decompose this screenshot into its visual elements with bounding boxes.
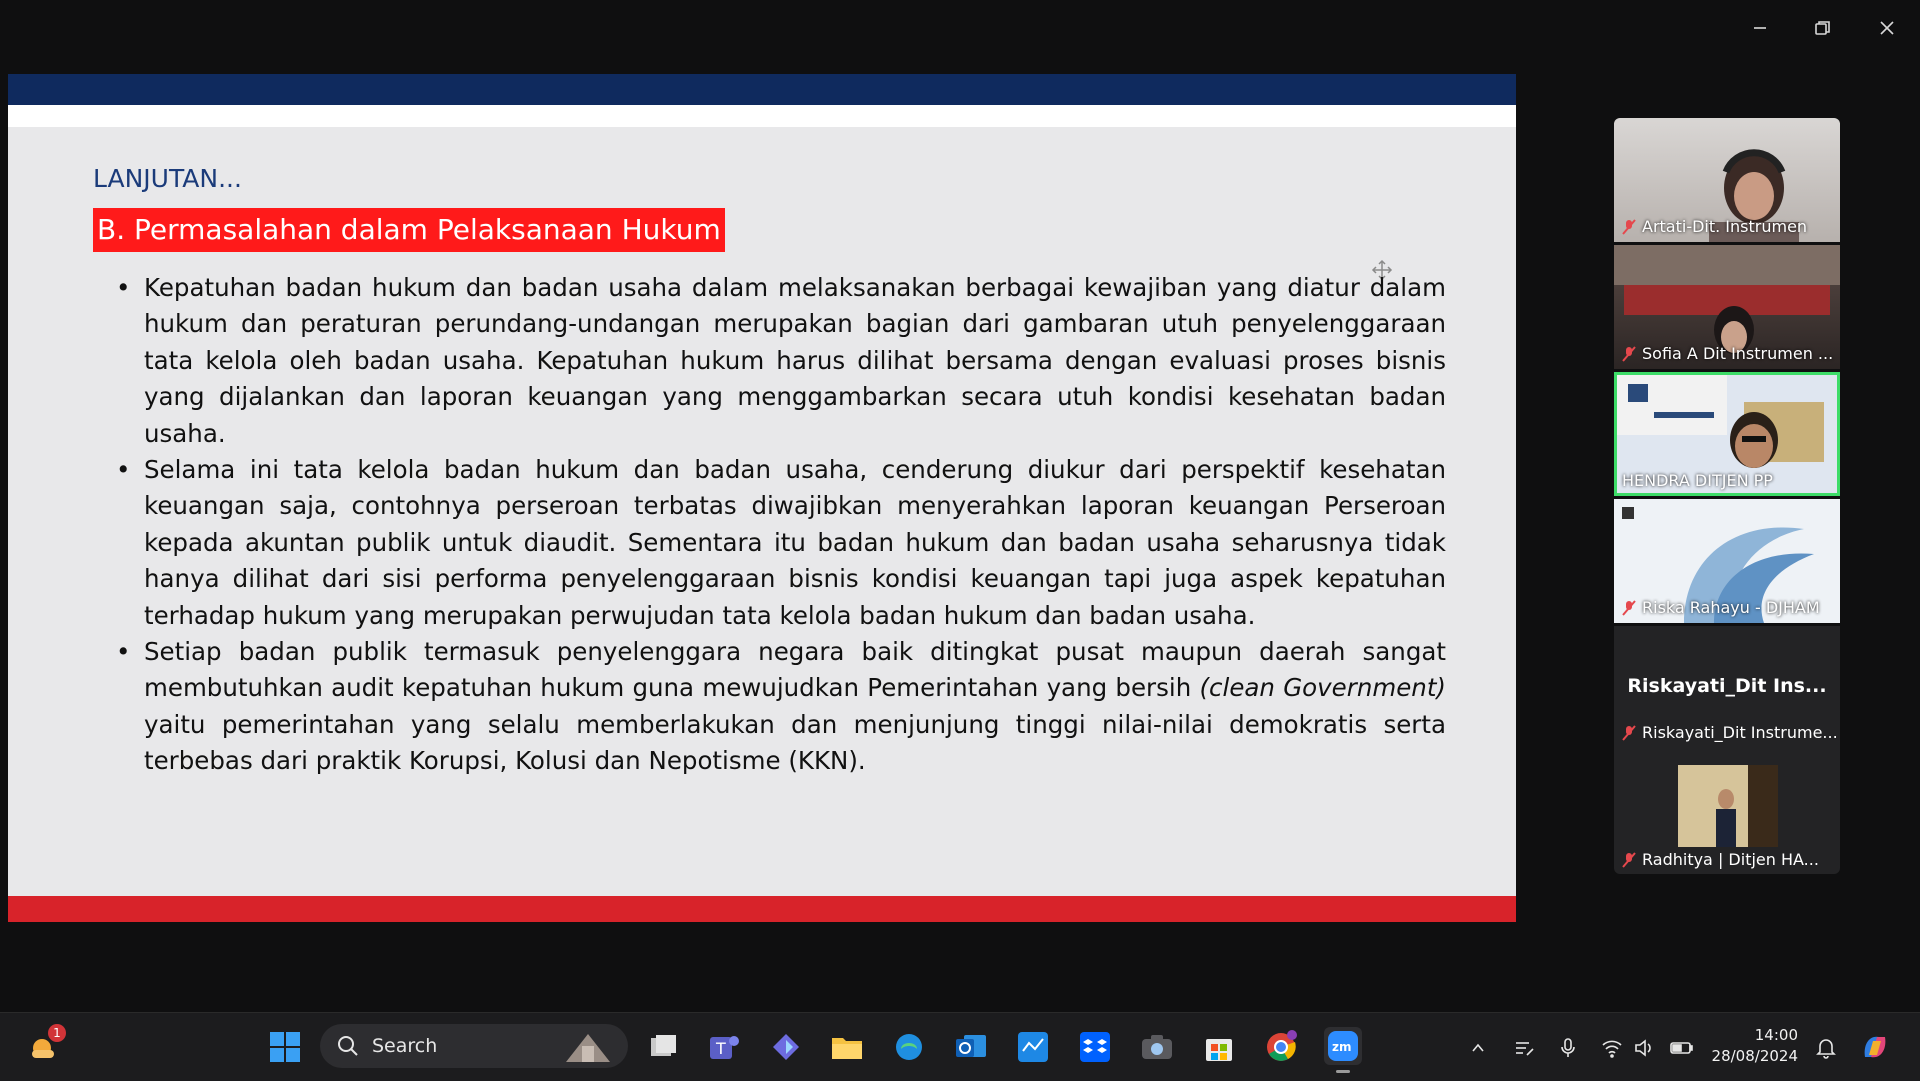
slide-top-band (8, 74, 1516, 105)
participant-name: HENDRA DITJEN PP (1622, 471, 1773, 490)
slide-white-band (8, 105, 1516, 127)
store-icon (1203, 1031, 1235, 1063)
dropbox-button[interactable] (1078, 1030, 1112, 1064)
camera-icon (1140, 1032, 1174, 1062)
copilot-button[interactable] (769, 1030, 803, 1064)
bullet-text: Kepatuhan badan hukum dan badan usaha dalam melaksanakan berbagai kewajiban yang diatur dalam hukum dan peraturan perundang-undangan merupakan bagian dari gambaran utuh penyelenggaraan tata kelola oleh badan usaha. Kepatuhan hukum harus dilihat bersama dengan evaluasi proses bisnis yang dijalankan dan laporan keuangan yang menggambarkan secara utuh kondisi kesehatan badan usaha. (144, 273, 1446, 448)
slide-bottom-band (8, 896, 1516, 922)
start-button[interactable] (268, 1030, 302, 1064)
wifi-icon (1601, 1038, 1623, 1058)
clock-date: 28/08/2024 (1711, 1047, 1798, 1065)
microphone-icon (1558, 1037, 1578, 1059)
participant-tile[interactable] (1614, 499, 1840, 623)
copilot-tray-icon (1859, 1031, 1891, 1063)
participant-display-name[interactable]: Riskayati_Dit Ins... (1627, 675, 1827, 697)
participant-name: Radhitya | Ditjen HA... (1642, 850, 1819, 869)
search-icon (336, 1034, 360, 1058)
participant-tile[interactable] (1614, 118, 1840, 242)
notification-badge: 1 (48, 1024, 66, 1042)
outlook-icon (954, 1031, 988, 1063)
participant-name: Riskayati_Dit Instrume... (1642, 723, 1838, 742)
close-icon (1879, 20, 1895, 36)
participant-name: Artati-Dit. Instrumen (1642, 217, 1808, 236)
shared-slide (8, 74, 1516, 922)
search-highlight-icon (562, 1028, 614, 1064)
bullet-dot: • (116, 455, 131, 485)
clock-time: 14:00 (1754, 1026, 1798, 1044)
mic-muted-icon (1622, 725, 1636, 741)
file-explorer-button[interactable] (830, 1030, 864, 1064)
participant-name: Sofia A Dit Instrumen ... (1642, 344, 1834, 363)
battery-button[interactable] (1670, 1036, 1694, 1060)
camera-button[interactable] (1140, 1030, 1174, 1064)
input-indicator-button[interactable] (1512, 1036, 1536, 1060)
bullet-text-italic: (clean Government) (1199, 673, 1446, 703)
search-label: Search (372, 1035, 438, 1057)
chrome-button[interactable] (1264, 1030, 1298, 1064)
restore-button[interactable] (1803, 14, 1843, 42)
active-app-indicator (1336, 1070, 1350, 1073)
mic-muted-icon (1622, 219, 1636, 235)
slide-heading: B. Permasalahan dalam Pelaksanaan Hukum (93, 208, 725, 252)
bullet-text: Selama ini tata kelola badan hukum dan badan usaha, cenderung diukur dari perspektif kesehatan keuangan saja, contohnya perseroan terbatas diwajibkan menyerahkan laporan keuangan Perseroan kepada akuntan publik untuk diaudit. Sementara itu badan hukum dan badan usaha seharusnya tidak hanya dilihat dari sisi performa penyelenggaraan bisnis kondisi keuangan tapi juga aspek kepatuhan terhadap hukum yang merupakan perwujudan tata kelola badan hukum dan badan usaha. (144, 455, 1446, 630)
participant-name: Riska Rahayu - DJHAM (1642, 598, 1820, 617)
task-view-button[interactable] (646, 1030, 680, 1064)
bullet-item (116, 452, 1446, 634)
bullet-text: yaitu pemerintahan yang selalu memberlakukan dan menjunjung tinggi nilai-nilai demokratis serta terbebas dari praktik Korupsi, Kolusi dan Nepotisme (KKN). (144, 709, 1446, 776)
app-button[interactable] (1016, 1030, 1050, 1064)
volume-button[interactable] (1632, 1036, 1656, 1060)
edge-browser-icon (893, 1031, 925, 1063)
restore-icon (1814, 19, 1832, 37)
bullet-item (116, 270, 1446, 452)
notifications-button[interactable] (1814, 1036, 1838, 1060)
bullet-item (116, 634, 1446, 780)
dropbox-icon (1079, 1031, 1111, 1063)
participant-caption (1622, 344, 1833, 363)
minimize-icon (1752, 20, 1768, 36)
bullet-dot: • (116, 637, 131, 667)
bell-icon (1816, 1037, 1836, 1059)
participant-name-row[interactable] (1622, 850, 1819, 869)
participant-tile[interactable] (1614, 245, 1840, 369)
participant-name-row[interactable] (1622, 723, 1838, 742)
mic-muted-icon (1622, 852, 1636, 868)
participant-caption (1622, 217, 1807, 236)
video-feed (1678, 765, 1778, 847)
bullet-text: Setiap badan publik termasuk penyelenggara negara baik ditingkat pusat maupun daerah sangat membutuhkan audit kepatuhan hukum guna mewujudkan Pemerintahan yang bersih (144, 637, 1446, 703)
pen-menu-icon (1513, 1037, 1535, 1059)
outlook-button[interactable] (954, 1030, 988, 1064)
speaker-icon (1633, 1038, 1655, 1058)
participant-tile-active-speaker[interactable] (1614, 372, 1840, 496)
taskbar-search[interactable] (320, 1024, 628, 1068)
slide-subtitle: LANJUTAN... (93, 164, 242, 193)
chevron-up-icon (1470, 1040, 1486, 1056)
mic-muted-icon (1622, 346, 1636, 362)
widgets-button[interactable] (26, 1028, 60, 1062)
participant-thumbnail[interactable] (1678, 765, 1778, 847)
svg-text:T: T (716, 1039, 726, 1058)
task-view-icon (648, 1032, 678, 1062)
show-hidden-icons-button[interactable] (1466, 1036, 1490, 1060)
store-button[interactable] (1202, 1030, 1236, 1064)
zoom-icon (1327, 1030, 1359, 1062)
mic-muted-icon (1622, 600, 1636, 616)
microphone-button[interactable] (1556, 1036, 1580, 1060)
bullet-dot: • (116, 273, 131, 302)
participant-caption (1622, 598, 1820, 617)
windows-logo-icon (269, 1031, 301, 1063)
app-tile-icon (1017, 1031, 1049, 1063)
battery-icon (1670, 1040, 1694, 1056)
folder-icon (830, 1032, 864, 1062)
system-clock[interactable] (1710, 1025, 1798, 1067)
bullet-list (116, 270, 1446, 780)
copilot-tray-button[interactable] (1858, 1030, 1892, 1064)
edge-button[interactable] (892, 1030, 926, 1064)
participant-caption (1622, 471, 1773, 490)
close-button[interactable] (1867, 14, 1907, 42)
chrome-icon (1264, 1030, 1298, 1064)
teams-button[interactable] (707, 1030, 741, 1064)
minimize-button[interactable] (1740, 14, 1780, 42)
wifi-button[interactable] (1600, 1036, 1624, 1060)
zoom-button-active[interactable] (1324, 1027, 1362, 1065)
copilot-icon (770, 1031, 802, 1063)
svg-text:zm: zm (1332, 1040, 1352, 1054)
teams-icon (708, 1031, 740, 1063)
